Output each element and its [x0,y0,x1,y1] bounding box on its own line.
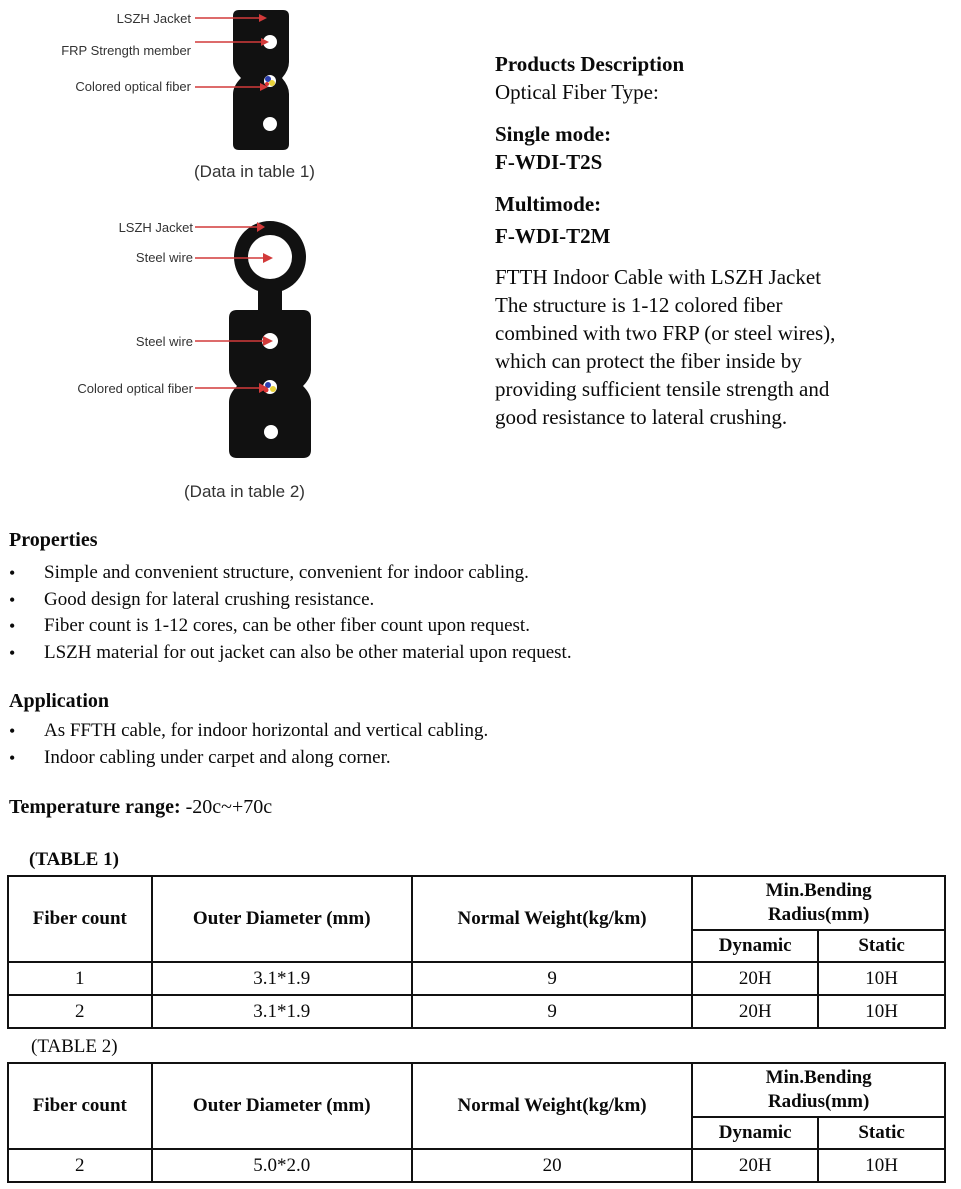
cell-normal-weight: 9 [412,962,692,995]
temperature-value: -20c~+70c [180,796,273,818]
header-normal-weight: Normal Weight(kg/km) [412,1063,692,1149]
list-item: • As FFTH cable, for indoor horizontal and vertical cabling. [9,718,488,745]
fiber-type-label: Optical Fiber Type: [495,80,659,104]
description-line: The structure is 1-12 colored fiber [495,293,783,317]
diagram2-label-colored-optical-fiber: Colored optical fiber [77,381,193,396]
table-row [8,995,945,1028]
multimode-code: F-WDI-T2M [495,224,611,248]
cell-normal-weight: 20 [412,1149,692,1182]
diagram1-caption: (Data in table 1) [194,162,315,181]
list-item: • Simple and convenient structure, convenient for indoor cabling. [9,560,572,587]
table1 [7,875,946,1029]
description-line: FTTH Indoor Cable with LSZH Jacket [495,265,822,289]
diagram2-label-lszh-jacket: LSZH Jacket [118,220,193,235]
cell-outer-diameter: 3.1*1.9 [152,962,412,995]
butterfly-cable-with-messenger-icon [185,210,335,480]
properties-title: Properties [9,529,98,551]
table-row [8,962,945,995]
description-line: combined with two FRP (or steel wires), [495,321,836,345]
table2-caption: (TABLE 2) [31,1036,118,1057]
header-outer-diameter: Outer Diameter (mm) [152,876,412,962]
description-line: which can protect the fiber inside by [495,349,802,373]
properties-list [9,560,572,667]
cell-fiber-count: 1 [8,962,152,995]
header-dynamic: Dynamic [692,1117,818,1149]
header-dynamic: Dynamic [692,930,818,962]
cell-normal-weight: 9 [412,995,692,1028]
diagram1-label-frp-strength-member: FRP Strength member [61,43,191,58]
diagram1-label-colored-optical-fiber: Colored optical fiber [75,79,191,94]
cell-static: 10H [818,962,945,995]
single-mode-code: F-WDI-T2S [495,150,603,174]
description-line: providing sufficient tensile strength and [495,377,830,401]
cell-outer-diameter: 5.0*2.0 [152,1149,412,1182]
description-title: Products Description [495,52,685,76]
cell-static: 10H [818,1149,945,1182]
application-list [9,718,488,771]
figure-8-cable-cross-section-icon [185,0,335,160]
diagram1-label-lszh-jacket: LSZH Jacket [116,11,191,26]
cell-dynamic: 20H [692,995,818,1028]
header-normal-weight: Normal Weight(kg/km) [412,876,692,962]
diagram2-caption: (Data in table 2) [184,482,305,501]
cell-fiber-count: 2 [8,1149,152,1182]
cell-fiber-count: 2 [8,995,152,1028]
list-item: • Good design for lateral crushing resistance. [9,587,572,614]
description-line: good resistance to lateral crushing. [495,405,788,429]
header-static: Static [818,1117,945,1149]
diagram2-label-steel-wire-2: Steel wire [135,334,193,349]
temperature-range [9,796,272,819]
multimode-label: Multimode: [495,192,602,216]
application-title: Application [9,690,110,712]
header-fiber-count: Fiber count [8,876,152,962]
temperature-label: Temperature range: [9,796,181,818]
list-item: • LSZH material for out jacket can also be other material upon request. [9,640,572,667]
list-item: • Fiber count is 1-12 cores, can be other fiber count upon request. [9,613,572,640]
single-mode-label: Single mode: [495,122,612,146]
header-static: Static [818,930,945,962]
cell-outer-diameter: 3.1*1.9 [152,995,412,1028]
cell-dynamic: 20H [692,962,818,995]
diagram2-label-steel-wire-1: Steel wire [135,250,193,265]
header-fiber-count: Fiber count [8,1063,152,1149]
cell-dynamic: 20H [692,1149,818,1182]
header-min-bending-radius: Min.Bending Radius(mm) [692,876,945,930]
table1-caption: (TABLE 1) [29,849,119,870]
table2 [7,1062,946,1183]
table-row [8,1149,945,1182]
list-item: • Indoor cabling under carpet and along corner. [9,745,488,772]
header-min-bending-radius: Min.Bending Radius(mm) [692,1063,945,1117]
cell-static: 10H [818,995,945,1028]
header-outer-diameter: Outer Diameter (mm) [152,1063,412,1149]
